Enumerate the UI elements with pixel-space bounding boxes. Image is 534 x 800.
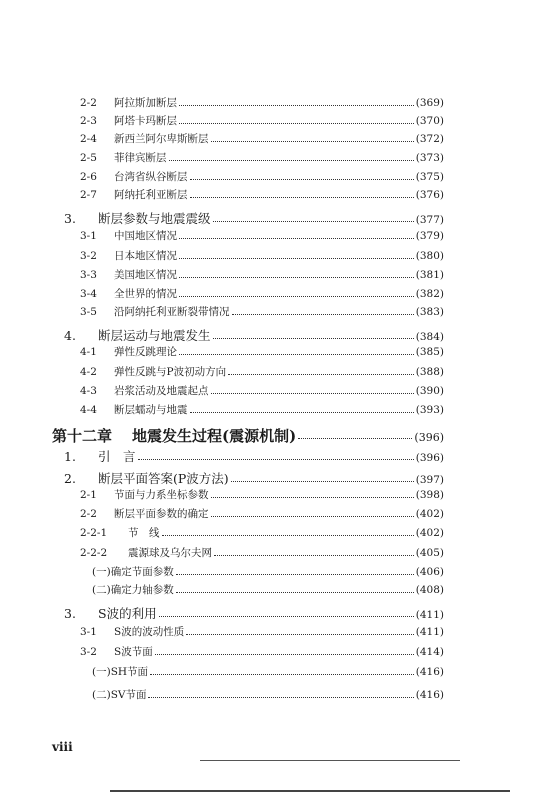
dot-leader [159,616,414,617]
dot-leader [179,258,414,259]
toc-entry-number: 3-3 [80,269,97,281]
toc-entry-number: 2-4 [80,133,97,145]
dot-leader [162,535,414,536]
toc-subsection-entry [80,644,444,659]
toc-entry-page: (402) [415,527,444,539]
toc-entry-page: (369) [415,97,444,109]
toc-entry-page: (398) [415,489,444,501]
toc-subsection-entry [80,131,444,146]
toc-entry-title: 地震发生过程(震源机制) [132,427,297,445]
toc-entry-page: (382) [415,288,444,300]
dot-leader [155,654,414,655]
toc-section-entry [64,604,444,622]
toc-entry-title: 节 线 [128,527,160,539]
toc-entry-page: (390) [415,385,444,397]
dot-leader [214,555,414,556]
toc-entry-title: 断层蠕动与地震 [114,404,188,416]
dot-leader [190,179,414,180]
toc-entry-number: 1. [64,449,76,464]
toc-entry-title: 震源球及乌尔夫网 [128,547,212,559]
dot-leader [150,674,414,675]
dot-leader [186,634,414,635]
toc-entry-title: 断层运动与地震发生 [98,328,211,343]
dot-leader [176,574,414,575]
toc-section-entry [64,209,444,227]
toc-entry-number: 3-2 [80,646,97,658]
toc-entry-title: 岩浆活动及地震起点 [114,385,209,397]
toc-entry-title: (二)确定力轴参数 [92,584,174,596]
toc-subsection-entry [80,286,444,301]
toc-entry-title: S波节面 [114,646,153,658]
toc-subsection-entry [80,187,444,202]
toc-entry-title: 断层平面参数的确定 [114,508,209,520]
toc-entry-number: 4-4 [80,404,97,416]
toc-entry-page: (416) [415,689,444,701]
toc-entry-title: 弹性反跳理论 [114,346,177,358]
toc-entry-page: (411) [415,626,444,638]
toc-subsection-entry [92,664,444,679]
toc-entry-page: (388) [415,366,444,378]
toc-entry-number: 3-1 [80,626,97,638]
toc-entry-title: (一)确定节面参数 [92,566,174,578]
toc-subsection-entry [80,383,444,398]
dot-leader [179,354,414,355]
toc-subsection-entry [80,267,444,282]
toc-entry-page: (373) [415,152,444,164]
toc-entry-number: 2. [64,471,76,486]
toc-entry-page: (376) [415,189,444,201]
toc-entry-number: 2-3 [80,115,97,127]
dot-leader [211,393,414,394]
toc-section-entry [64,326,444,344]
dot-leader [179,105,414,106]
toc-entry-number: 3. [64,211,76,226]
toc-entry-number: 4-2 [80,366,97,378]
bottom-rule [200,760,460,761]
toc-entry-number: 2-1 [80,489,97,501]
toc-entry-page: (408) [415,584,444,596]
toc-entry-title: 弹性反跳与P波初动方向 [114,366,227,378]
toc-subsection-entry [92,582,444,597]
dot-leader [179,123,414,124]
toc-entry-title: 台湾省纵谷断层 [114,171,188,183]
toc-subsection-entry [80,364,444,379]
toc-entry-page: (393) [415,404,444,416]
toc-entry-page: (397) [415,474,444,486]
toc-entry-page: (380) [415,250,444,262]
toc-entry-page: (383) [415,306,444,318]
dot-leader [179,296,414,297]
dot-leader [211,497,414,498]
toc-entry-title: (二)SV节面 [92,689,147,701]
toc-subsection-entry [80,95,444,110]
dot-leader [138,459,414,460]
toc-entry-number: 4-3 [80,385,97,397]
page-folio: viii [52,740,73,754]
toc-entry-number: 4. [64,328,76,343]
toc-entry-number: 3-5 [80,306,97,318]
dot-leader [298,438,412,439]
dot-leader [176,592,414,593]
toc-entry-title: 沿阿纳托利亚断裂带情况 [114,306,230,318]
toc-entry-page: (411) [415,609,444,621]
toc-entry-page: (381) [415,269,444,281]
toc-entry-page: (402) [415,508,444,520]
toc-entry-title: 断层参数与地震震级 [98,211,211,226]
dot-leader [213,338,414,339]
toc-subsection-entry [80,525,444,540]
toc-subsection-entry [80,304,444,319]
toc-subsection-entry [80,624,444,639]
toc-subsection-entry [80,344,444,359]
toc-entry-page: (384) [415,331,444,343]
toc-entry-page: (416) [415,666,444,678]
toc-entry-page: (414) [415,646,444,658]
dot-leader [190,197,414,198]
toc-entry-page: (406) [415,566,444,578]
toc-section-entry [64,469,444,487]
toc-entry-title: 全世界的情况 [114,288,177,300]
toc-entry-number: 2-7 [80,189,97,201]
dot-leader [231,481,414,482]
toc-entry-title: S波的利用 [98,606,157,621]
toc-entry-number: 2-6 [80,171,97,183]
toc-entry-title: (一)SH节面 [92,666,149,678]
dot-leader [232,314,414,315]
dot-leader [190,412,414,413]
page-edge-rule [110,790,510,792]
toc-subsection-entry [92,564,444,579]
toc-subsection-entry [80,169,444,184]
toc-entry-number: 4-1 [80,346,97,358]
toc-entry-number: 2-2 [80,508,97,520]
toc-subsection-entry [80,545,444,560]
dot-leader [211,516,414,517]
toc-entry-title: 阿塔卡玛断层 [114,115,177,127]
toc-entry-number: 3-1 [80,230,97,242]
toc-subsection-entry [80,248,444,263]
toc-subsection-entry [80,506,444,521]
toc-subsection-entry [80,402,444,417]
toc-entry-number: 2-2-1 [80,527,108,539]
toc-subsection-entry [80,113,444,128]
toc-entry-number: 第十二章 [52,427,113,445]
toc-entry-number: 3-2 [80,250,97,262]
dot-leader [179,238,414,239]
toc-entry-number: 2-2 [80,97,97,109]
toc-entry-page: (396) [414,431,444,444]
toc-entry-page: (372) [415,133,444,145]
toc-chapter-entry [52,425,444,446]
toc-entry-title: 中国地区情况 [114,230,177,242]
toc-entry-title: 断层平面答案(P波方法) [98,471,229,486]
toc-entry-number: 2-5 [80,152,97,164]
toc-entry-title: 节面与力系坐标参数 [114,489,209,501]
toc-entry-title: 引 言 [98,449,136,464]
toc-subsection-entry [80,150,444,165]
dot-leader [169,160,414,161]
toc-entry-title: 阿纳托利亚断层 [114,189,188,201]
toc-entry-title: S波的波动性质 [114,626,185,638]
toc-entry-number: 3. [64,606,76,621]
toc-entry-title: 新西兰阿尔卑斯断层 [114,133,209,145]
toc-entry-title: 日本地区情况 [114,250,177,262]
toc-section-entry [64,447,444,465]
toc-subsection-entry [80,228,444,243]
toc-entry-page: (375) [415,171,444,183]
dot-leader [179,277,414,278]
toc-entry-page: (396) [415,452,444,464]
toc-entry-page: (379) [415,230,444,242]
toc-entry-title: 阿拉斯加断层 [114,97,177,109]
dot-leader [211,141,414,142]
toc-entry-title: 菲律宾断层 [114,152,167,164]
toc-subsection-entry [80,487,444,502]
toc-subsection-entry [92,687,444,702]
toc-entry-page: (377) [415,214,444,226]
dot-leader [213,221,414,222]
toc-entry-page: (405) [415,547,444,559]
toc-entry-number: 3-4 [80,288,97,300]
toc-entry-title: 美国地区情况 [114,269,177,281]
dot-leader [228,374,414,375]
dot-leader [148,697,413,698]
toc-entry-page: (370) [415,115,444,127]
toc-entry-number: 2-2-2 [80,547,108,559]
toc-entry-page: (385) [415,346,444,358]
